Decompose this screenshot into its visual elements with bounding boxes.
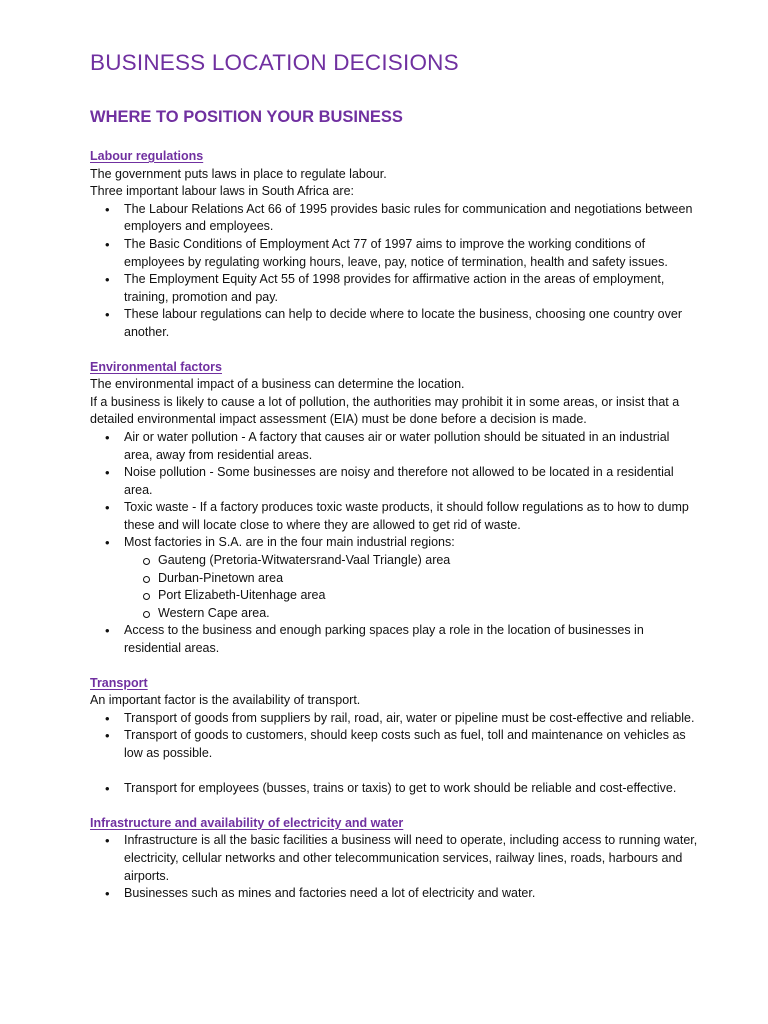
list-item: • The Labour Relations Act 66 of 1995 provides basic rules for communication and negotiations between employers and employees.	[124, 201, 698, 236]
list-item: • The Basic Conditions of Employment Act 77 of 1997 aims to improve the working conditions of employees by regulating working hours, leave, pay, notice of termination, health and safety issues.	[124, 236, 698, 271]
sub-list-item: Western Cape area.	[158, 605, 698, 623]
document-title: BUSINESS LOCATION DECISIONS	[90, 50, 459, 75]
list-item: • Transport of goods to customers, should keep costs such as fuel, toll and maintenance on vehicles as low as possible.	[124, 727, 698, 762]
list-item: • Transport for employees (busses, trains or taxis) to get to work should be reliable and cost-effective.	[124, 780, 698, 798]
section-title-labour: Labour regulations	[90, 149, 204, 163]
main-heading: WHERE TO POSITION YOUR BUSINESS	[90, 108, 403, 126]
section-title-infrastructure: Infrastructure and availability of electricity and water	[90, 815, 404, 830]
sub-list-item: Durban-Pinetown area	[158, 570, 698, 588]
list-item: • Infrastructure is all the basic facilities a business will need to operate, including access to running water, electricity, cellular networks and other telecommunication services, railway lines, roads, harbours and airports.	[124, 832, 698, 885]
list-item: • Toxic waste - If a factory produces toxic waste products, it should follow regulations as to how to dump these and will locate close to where they are allowed to get rid of waste.	[124, 499, 698, 534]
bullet-list	[90, 832, 698, 902]
section-title-environmental: Environmental factors	[90, 359, 222, 374]
sub-list-item: Gauteng (Pretoria-Witwatersrand-Vaal Triangle) area	[158, 552, 698, 570]
list-item: • Access to the business and enough parking spaces play a role in the location of businesses in residential areas.	[124, 622, 698, 657]
list-item: • These labour regulations can help to decide where to locate the business, choosing one country over another.	[124, 306, 698, 341]
bullet-list	[90, 429, 698, 658]
paragraph: An important factor is the availability of transport.	[90, 693, 361, 708]
section-title-transport: Transport	[90, 675, 148, 690]
list-item: • Transport of goods from suppliers by rail, road, air, water or pipeline must be cost-effective and reliable.	[124, 710, 698, 728]
list-item: • Air or water pollution - A factory that causes air or water pollution should be situated in an industrial area, away from residential areas.	[124, 429, 698, 464]
paragraph: The government puts laws in place to regulate labour.	[90, 166, 387, 181]
list-item: • Noise pollution - Some businesses are noisy and therefore not allowed to be located in a residential area.	[124, 464, 698, 499]
sub-list-item: Port Elizabeth-Uitenhage area	[158, 587, 698, 605]
section-labour-regulations	[90, 148, 698, 342]
list-item: • The Employment Equity Act 55 of 1998 provides for affirmative action in the areas of employment, training, promotion and pay.	[124, 271, 698, 306]
paragraph: The environmental impact of a business can determine the location.	[90, 377, 465, 392]
sub-bullet-list	[124, 552, 698, 622]
list-item	[124, 534, 698, 622]
paragraph: If a business is likely to cause a lot of pollution, the authorities may prohibit it in some areas, or insist that a detailed environmental impact assessment (EIA) must be done before a decision is made.	[90, 394, 680, 427]
bullet-list	[90, 710, 698, 763]
empty-line	[90, 763, 698, 781]
section-infrastructure	[90, 815, 698, 903]
list-item: • Businesses such as mines and factories need a lot of electricity and water.	[124, 885, 698, 903]
section-environmental-factors	[90, 359, 698, 658]
paragraph: Three important labour laws in South Africa are:	[90, 184, 355, 199]
section-transport	[90, 675, 698, 798]
bullet-list	[90, 201, 698, 342]
list-item-text: Most factories in S.A. are in the four main industrial regions:	[124, 535, 455, 550]
bullet-list	[90, 780, 698, 798]
